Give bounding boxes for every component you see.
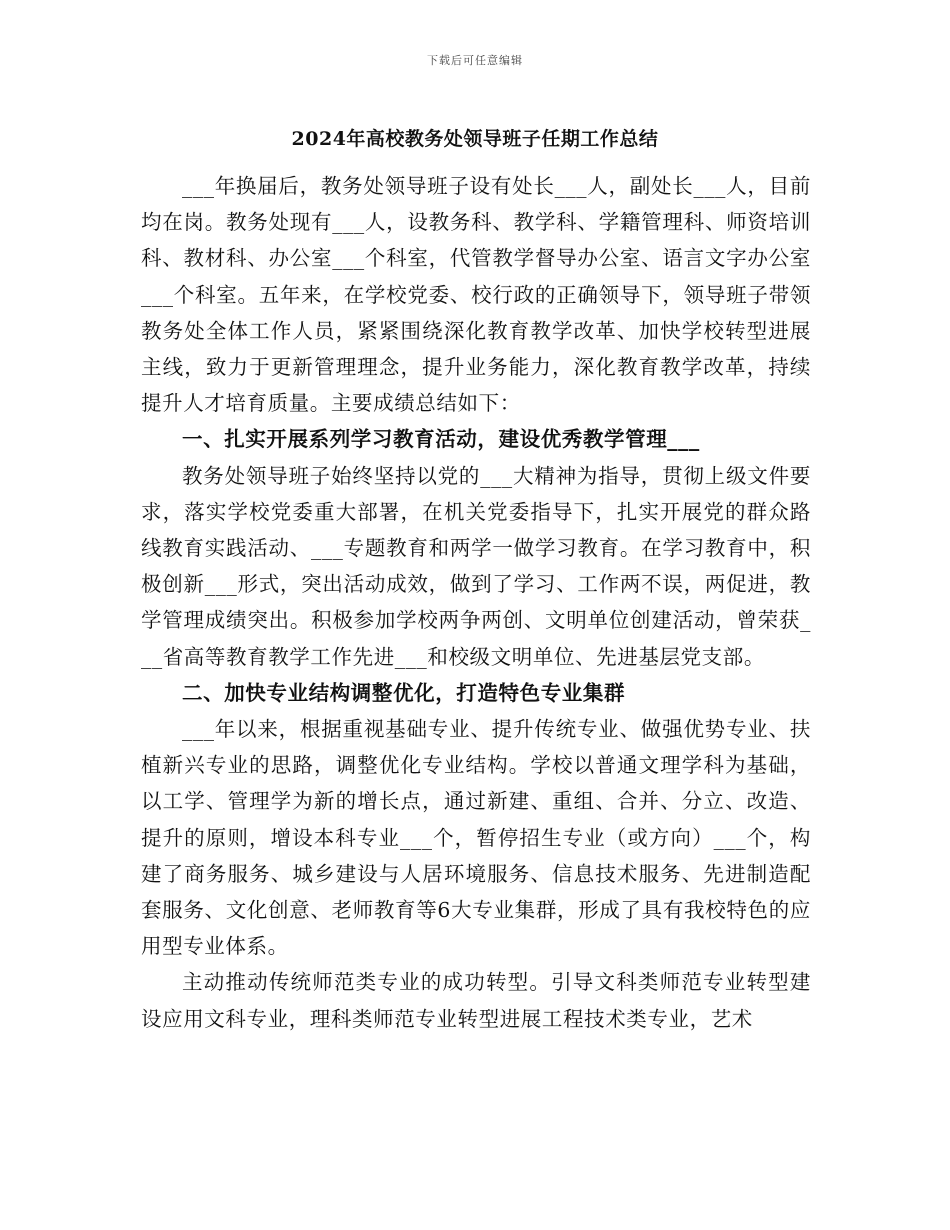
document-title: 2024年高校教务处领导班子任期工作总结 [291,128,659,150]
section-2-paragraph-1: ___年以来，根据重视基础专业、提升传统专业、做强优势专业、扶植新兴专业的思路，调整优化专业结构。学校以普通文理学科为基础，以工学、管理学为新的增长点，通过新建、重组、合并、分立、改造、提升的原则，增设本科专业___个，暂停招生专业（或方向）___个，构建了商务服务、城乡建设与人居环境服务、信息技术服务、先进制造配套服务、文化创意、老师教育等6大专业集群，形成了具有我校特色的应用型专业体系。 [141,717,811,959]
section-2-paragraph-2: 主动推动传统师范类专业的成功转型。引导文科类师范专业转型建设应用文科专业，理科类师范专业转型进展工程技术类专业，艺术 [141,970,811,1031]
page-header-note: 下载后可任意编辑 [427,54,523,67]
section-2-heading: 二、加快专业结构调整优化，打造特色专业集群 [182,680,626,705]
section-1-heading: 一、扎实开展系列学习教育活动，建设优秀教学管理___ [182,427,700,452]
section-1-paragraph: 教务处领导班子始终坚持以党的___大精神为指导，贯彻上级文件要求，落实学校党委重大部署，在机关党委指导下，扎实开展党的群众路线教育实践活动、___专题教育和两学一做学习教育。在学习教育中，积极创新___形式，突出活动成效，做到了学习、工作两不误，两促进，教学管理成绩突出。积极参加学校两争两创、文明单位创建活动，曾荣获___省高等教育教学工作先进___和校级文明单位、先进基层党支部。 [141,463,811,669]
document-body [141,168,811,1037]
intro-paragraph: ___年换届后，教务处领导班子设有处长___人，副处长___人，目前均在岗。教务处现有___人，设教务科、教学科、学籍管理科、师资培训科、教材科、办公室___个科室，代管教学督导办公室、语言文字办公室___个科室。五年来，在学校党委、校行政的正确领导下，领导班子带领教务处全体工作人员，紧紧围绕深化教育教学改革、加快学校转型进展主线，致力于更新管理理念，提升业务能力，深化教育教学改革，持续提升人才培育质量。主要成绩总结如下： [141,174,811,416]
